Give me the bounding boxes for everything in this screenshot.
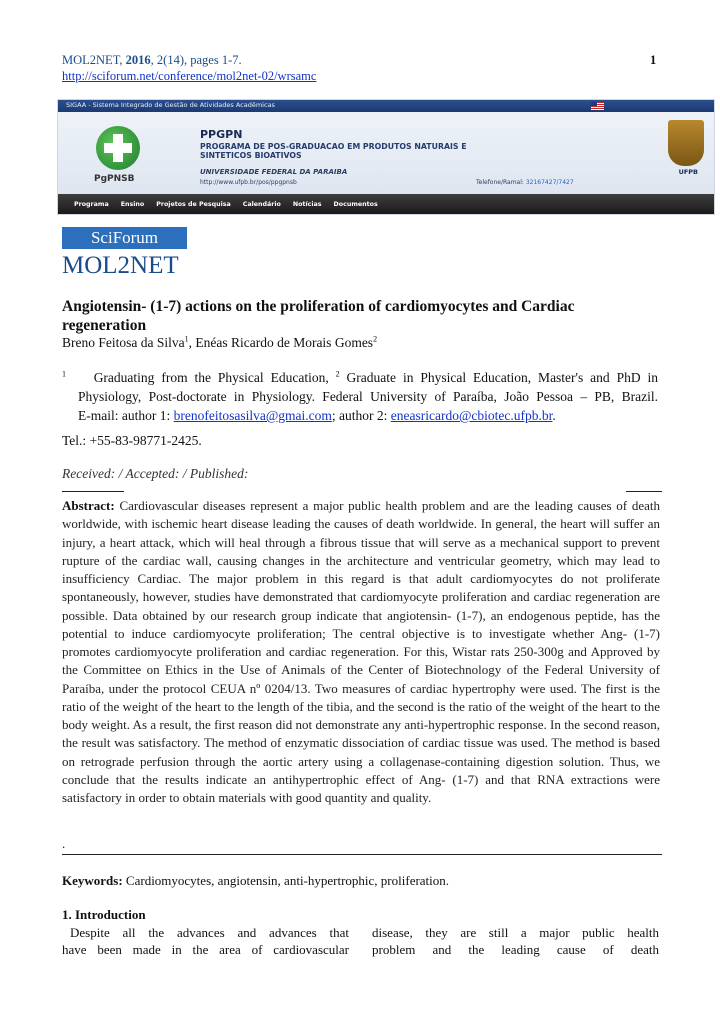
nav-item-documentos[interactable]: Documentos (333, 200, 378, 208)
us-flag-icon[interactable] (591, 102, 604, 110)
email-author-2-link[interactable]: eneasricardo@cbiotec.ufpb.br (390, 408, 553, 423)
ufpb-label: UFPB (678, 168, 698, 176)
journal-citation: MOL2NET, 2016, 2(14), pages 1-7. (62, 53, 242, 67)
author-2: Enéas Ricardo de Morais Gomes (195, 335, 374, 350)
sciforum-badge: SciForum (62, 227, 187, 249)
banner-topbar-text: SIGAA - Sistema Integrado de Gestão de Atividades Acadêmicas (66, 101, 275, 109)
page-number: 1 (650, 53, 657, 67)
nav-item-programa[interactable]: Programa (74, 200, 109, 208)
program-acronym: PPGPN (200, 128, 243, 141)
email-line: E-mail: author 1: brenofeitosasilva@gmai.com; author 2: eneasricardo@cbiotec.ufpb.br. (78, 408, 556, 423)
paper-title: Angiotensin- (1-7) actions on the proliferation of cardiomyocytes and Cardiac regeneration (62, 298, 575, 334)
university-name: UNIVERSIDADE FEDERAL DA PARAIBA (200, 168, 348, 176)
affiliation-block: $^1$ Graduating from the Physical Education, $^2$ Graduate in Physical Education, Master's and PhD in Physiology, Post-doctorate in Physiology. Federal University of Paraíba, João Pessoa – PB, Brazil. E-mail: author 1: brenofeitosasilva@gmai.com; author 2: eneasricardo@cbiotec.ufpb.br. (62, 369, 658, 423)
abstract-text: Cardiovascular diseases represent a major public health problem and are the leading causes of death worldwide, with ischemic heart disease leading the causes of death worldwide. In general, the heart will suffer an injury, a heart attack, which will heal through a fibrous tissue that will serve as a mechanical support to prevent rupture of the cardiac wall, causing changes in the architecture and ventricular geometry, which may lead to insufficiency Cardiac. The major problem in this regard is that adult cardiomyocytes do not proliferate spontaneously, however, studies have demonstrated that cardiomyocyte proliferation and cardiac regeneration are possible. Data obtained by our research group indicate that angiotensin- (1-7), an endogenous peptide, has the potential to induce cardiomyocyte proliferation; The central objective is to investigate whether Ang- (1-7) promotes cardiomyocyte proliferation and cardiac regeneration. For this, Wistar rats 250-300g and Approved by the Committee on Ethics in the Use of Animals of the Center of Biotechnology of the Federal University of Paraíba, under the protocol CEUA nº 0204/13. Two measures of cardiac hypertrophy were used. The first is the ratio of the weight of the heart to the length of the tibia, and the second is the ratio of the weight of the heart to the body weight. As a result, the first reason did not demonstrate any anti-hypertrophic response. In the second reason, the result was satisfactory. The method of enzymatic dissociation of cardiac tissue was used. The method is based on retrograde perfusion through the aortic artery using a collagenase-containing digestion solution. Thus, we conclude that the results indicate an antihypertrophic effect of Ang- (1-7) and that RNA extractions were satisfactory in order to obtain materials with good quantity and quality. (62, 498, 660, 805)
program-full-name: PROGRAMA DE POS-GRADUACAO EM PRODUTOS NATURAIS E SINTETICOS BIOATIVOS (200, 142, 467, 160)
introduction-right-column: disease, they are still a major public health problem and the leading cause of death (372, 925, 659, 957)
program-banner (58, 100, 714, 214)
banner-topbar (58, 100, 714, 112)
author-1: Breno Feitosa da Silva (62, 335, 185, 350)
introduction-left-column: Despite all the advances and advances that have been made in the area of cardiovascular (62, 925, 349, 957)
nav-item-noticias[interactable]: Notícias (292, 200, 322, 208)
program-url[interactable]: http://www.ufpb.br/pos/ppgpnsb (200, 179, 297, 186)
conference-url-link[interactable]: http://sciforum.net/conference/mol2net-02/wrsamc (62, 69, 317, 83)
abstract-trailing-dot: . (62, 836, 66, 851)
abstract-rule-left (62, 491, 124, 492)
abstract-bottom-rule (62, 854, 662, 855)
program-phone: Telefone/Ramal: 32167427/7427 (476, 179, 574, 186)
abstract-label: Abstract: (62, 498, 115, 513)
ufpb-crest-icon (668, 120, 704, 166)
introduction-heading: 1. Introduction (62, 907, 146, 922)
banner-nav (58, 194, 714, 214)
keywords-label: Keywords: (62, 873, 123, 888)
keywords (62, 873, 449, 889)
nav-item-projetos[interactable]: Projetos de Pesquisa (156, 200, 231, 208)
received-dates: Received: / Accepted: / Published: (62, 466, 249, 481)
nav-item-ensino[interactable]: Ensino (120, 200, 145, 208)
keywords-text: Cardiomyocytes, angiotensin, anti-hypertrophic, proliferation. (122, 873, 450, 888)
author-line: Breno Feitosa da Silva$^1$, Enéas Ricardo de Morais Gomes$^2$ (62, 334, 378, 350)
abstract-rule-right (626, 491, 662, 492)
affiliation-line-2: Physiology, Post-doctorate in Physiology. Federal University of Paraíba, João Pessoa – PB, Brazil. (78, 389, 658, 404)
email-author-1-link[interactable]: brenofeitosasilva@gmai.com (173, 408, 332, 423)
nav-item-calendario[interactable]: Calendário (242, 200, 281, 208)
journal-name: MOL2NET (62, 53, 120, 67)
journal-year: 2016 (125, 53, 151, 67)
logo-caption: PgPNSB (94, 174, 135, 184)
conference-title: MOL2NET (62, 252, 179, 279)
journal-pages: , 2(14), pages 1-7. (150, 53, 242, 67)
banner-body (58, 112, 714, 194)
abstract (62, 497, 660, 807)
telephone: Tel.: +55-83-98771-2425. (62, 433, 202, 448)
